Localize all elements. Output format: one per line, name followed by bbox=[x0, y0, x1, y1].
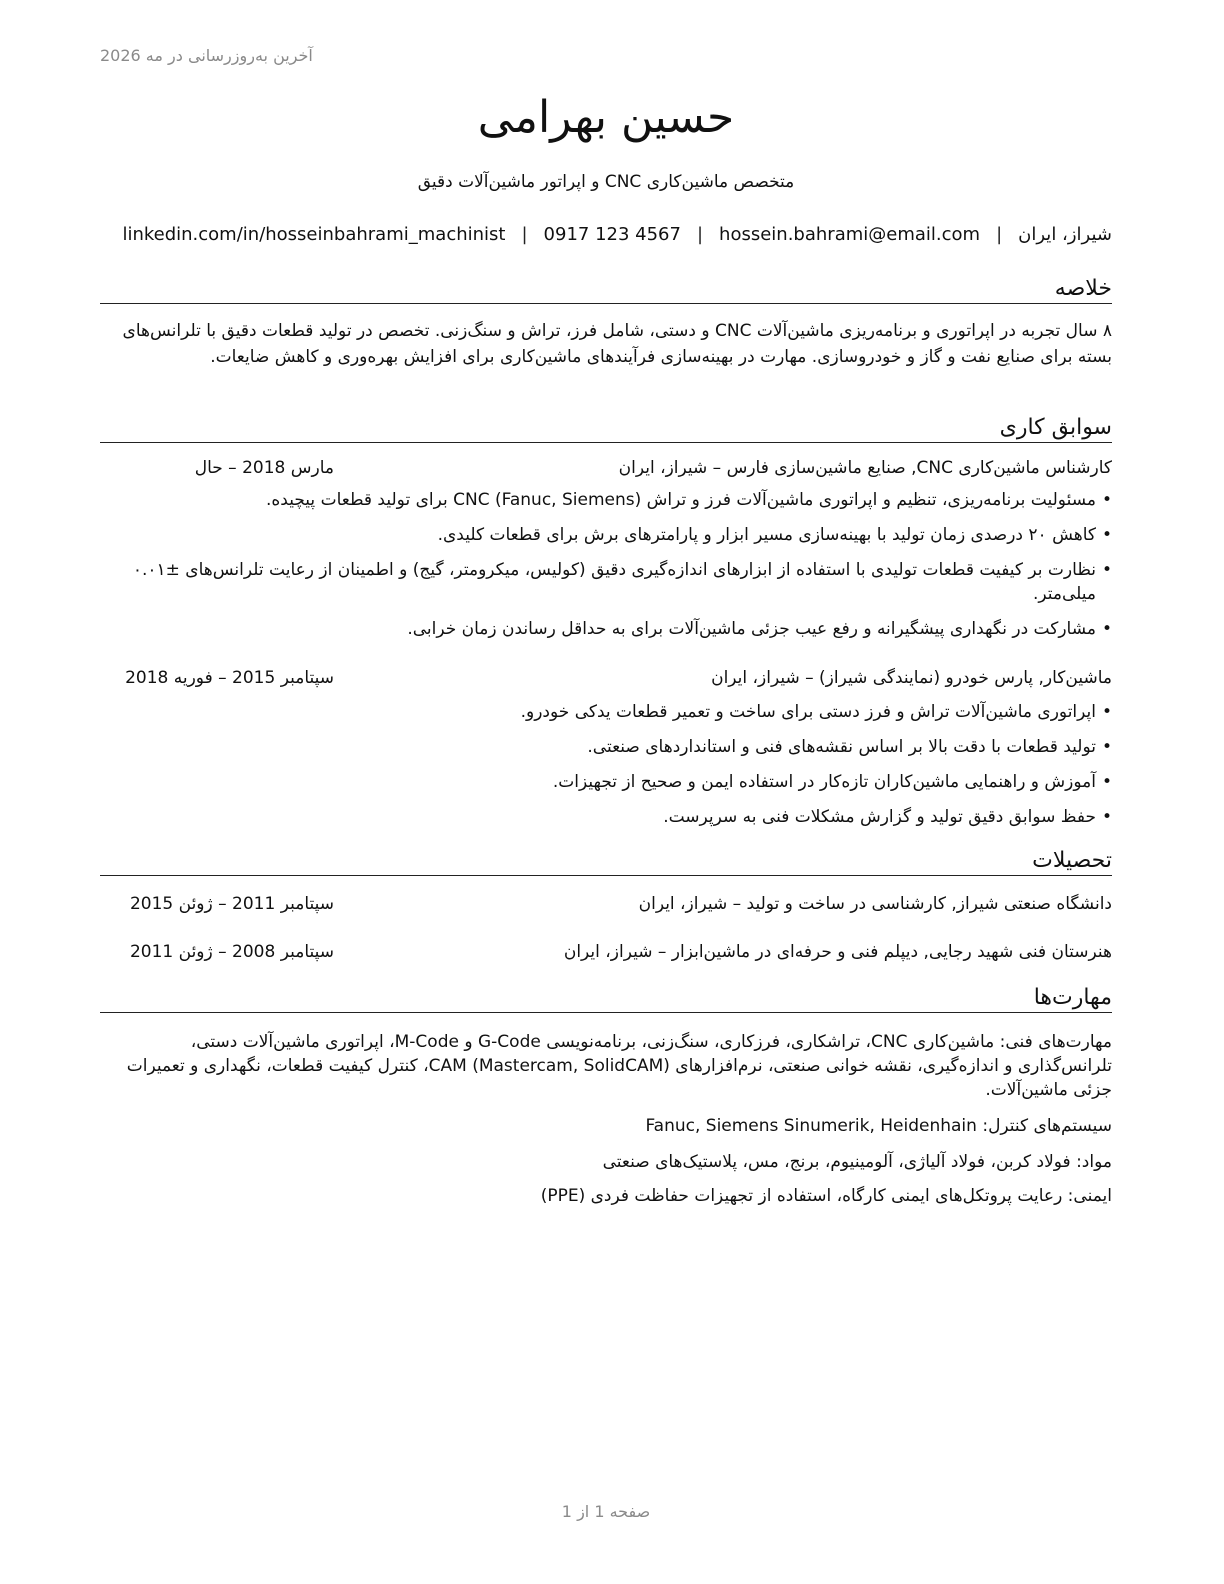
candidate-name: حسین بهرامی bbox=[477, 92, 735, 143]
education-item bbox=[100, 894, 1112, 920]
resume-page bbox=[100, 0, 1112, 1584]
contact-phone[interactable]: 0917 123 4567 bbox=[543, 224, 681, 245]
contact-linkedin[interactable]: linkedin.com/in/hosseinbahrami_machinist bbox=[122, 224, 506, 245]
skills-control-systems: سیستم‌های کنترل: Fanuc, Siemens Sinumerik, Heidenhain bbox=[645, 1116, 1112, 1136]
bullet-dot-icon: • bbox=[1101, 807, 1112, 827]
bullet-dot-icon: • bbox=[1101, 525, 1112, 545]
contact-separator: | bbox=[521, 224, 528, 245]
job-dates: مارس 2018 – حال bbox=[194, 458, 334, 478]
job-bullets bbox=[100, 488, 1112, 652]
summary-heading: خلاصه bbox=[100, 276, 1112, 304]
bullet-dot-icon: • bbox=[1101, 737, 1112, 757]
skills-technical: مهارت‌های فنی: ماشین‌کاری CNC، تراشکاری، فرزکاری، سنگ‌زنی، برنامه‌نویسی G-Code و M-Code، اپراتوری ماشین‌آلات دستی، تلرانس‌گذاری و اندازه‌گیری، نقشه خوانی صنعتی، نرم‌افزارهای CAM (Mastercam, SolidCAM)، کنترل کیفیت قطعات، نگهداری و تعمیرات جزئی ماشین‌آلات. bbox=[126, 1032, 1112, 1100]
job-dates: سپتامبر 2015 – فوریه 2018 bbox=[125, 668, 334, 688]
education-heading: تحصیلات bbox=[100, 848, 1112, 876]
job-bullet: • حفظ سوابق دقیق تولید و گزارش مشکلات فنی به سرپرست. bbox=[663, 807, 1112, 827]
contact-email[interactable]: hossein.bahrami@email.com bbox=[719, 224, 981, 245]
contact-location: شیراز، ایران bbox=[1018, 224, 1112, 245]
skills-materials: مواد: فولاد کربن، فولاد آلیاژی، آلومینیوم، برنج، مس، پلاستیک‌های صنعتی bbox=[602, 1152, 1112, 1172]
education-dates: سپتامبر 2008 – ژوئن 2011 bbox=[129, 942, 334, 962]
bullet-dot-icon: • bbox=[1101, 560, 1112, 580]
job-bullet: • اپراتوری ماشین‌آلات تراش و فرز دستی برای ساخت و تعمیر قطعات یدکی خودرو. bbox=[520, 702, 1112, 722]
job-bullet: • نظارت بر کیفیت قطعات تولیدی با استفاده از ابزارهای اندازه‌گیری دقیق (کولیس، میکرومتر، گیج) و اطمینان از رعایت تلرانس‌های ±۰.۰۱ میلی‌متر. bbox=[132, 560, 1112, 604]
education-dates: سپتامبر 2011 – ژوئن 2015 bbox=[129, 894, 334, 914]
job-header bbox=[100, 668, 1112, 694]
job-bullet: • مشارکت در نگهداری پیشگیرانه و رفع عیب جزئی ماشین‌آلات برای به حداقل رساندن زمان خرابی. bbox=[407, 619, 1112, 639]
job-bullet: • تولید قطعات با دقت بالا بر اساس نقشه‌های فنی و استانداردهای صنعتی. bbox=[587, 737, 1112, 757]
job-title: ماشین‌کار, پارس خودرو (نمایندگی شیراز) – شیراز، ایران bbox=[711, 668, 1112, 688]
job-bullet: • کاهش ۲۰ درصدی زمان تولید با بهینه‌سازی مسیر ابزار و پارامترهای برش برای قطعات کلیدی. bbox=[437, 525, 1112, 545]
job-bullets bbox=[100, 700, 1112, 840]
bullet-dot-icon: • bbox=[1101, 772, 1112, 792]
skills-heading: مهارت‌ها bbox=[100, 985, 1112, 1013]
page-number: صفحه 1 از 1 bbox=[561, 1502, 651, 1521]
experience-heading: سوابق کاری bbox=[100, 415, 1112, 443]
contact-separator: | bbox=[996, 224, 1003, 245]
job-header bbox=[100, 458, 1112, 484]
candidate-title: متخصص ماشین‌کاری CNC و اپراتور ماشین‌آلات دقیق bbox=[417, 172, 795, 192]
contact-separator: | bbox=[696, 224, 704, 245]
bullet-dot-icon: • bbox=[1101, 702, 1112, 722]
job-title: کارشناس ماشین‌کاری CNC, صنایع ماشین‌سازی فارس – شیراز، ایران bbox=[618, 458, 1112, 478]
education-item bbox=[100, 942, 1112, 968]
job-bullet: • مسئولیت برنامه‌ریزی، تنظیم و اپراتوری ماشین‌آلات فرز و تراش CNC (Fanuc, Siemens) برای تولید قطعات پیچیده. bbox=[265, 490, 1112, 510]
bullet-dot-icon: • bbox=[1101, 490, 1112, 510]
last-updated-note: آخرین به‌روزرسانی در مه 2026 bbox=[100, 46, 313, 65]
summary-text: ۸ سال تجربه در اپراتوری و برنامه‌ریزی ماشین‌آلات CNC و دستی، شامل فرز، تراش و سنگ‌زنی. تخصص در تولید قطعات دقیق با تلرانس‌های بسته برای صنایع نفت و گاز و خودروسازی. مهارت در بهینه‌سازی فرآیندهای ماشین‌کاری برای افزایش بهره‌وری و کاهش ضایعات. bbox=[122, 321, 1112, 367]
education-title: هنرستان فنی شهید رجایی, دیپلم فنی و حرفه‌ای در ماشین‌ابزار – شیراز، ایران bbox=[563, 942, 1112, 962]
job-bullet: • آموزش و راهنمایی ماشین‌کاران تازه‌کار در استفاده ایمن و صحیح از تجهیزات. bbox=[552, 772, 1112, 792]
education-title: دانشگاه صنعتی شیراز, کارشناسی در ساخت و تولید – شیراز، ایران bbox=[638, 894, 1112, 914]
skills-safety: ایمنی: رعایت پروتکل‌های ایمنی کارگاه، استفاده از تجهیزات حفاظت فردی (PPE) bbox=[540, 1186, 1112, 1206]
contact-line bbox=[100, 224, 1112, 245]
bullet-dot-icon: • bbox=[1101, 619, 1112, 639]
